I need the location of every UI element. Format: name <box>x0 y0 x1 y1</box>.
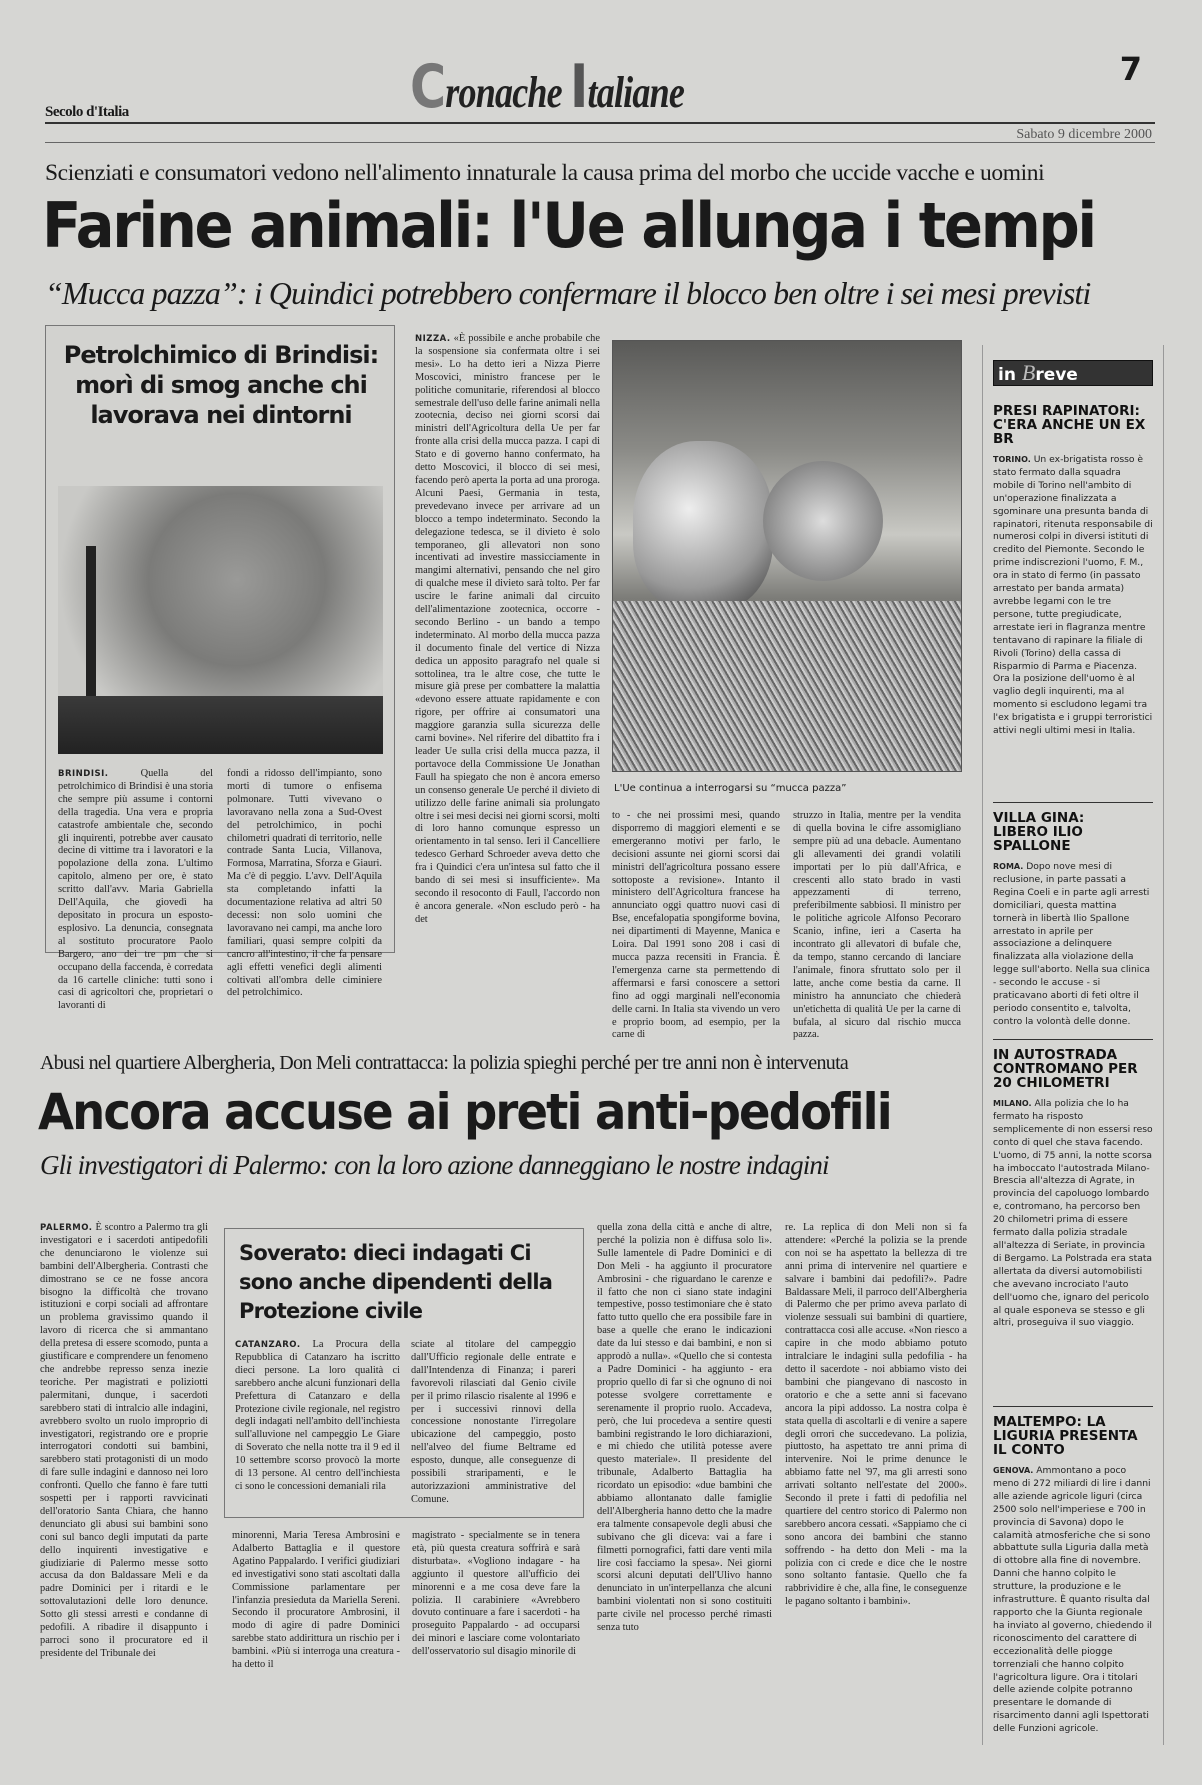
brief-item <box>993 811 1153 1031</box>
brief-item <box>993 1415 1153 1785</box>
brief-divider <box>993 802 1153 803</box>
photo-caption: L'Ue continua a interrogarsi su “mucca pazza” <box>614 783 847 794</box>
second-col-5: re. La replica di don Meli non si fa attendere: «Perché la polizia se la prende con noi se ha aspettato la bellezza di tre anni prima di intervenire nel quartiere e salvare i bambini dai pedofili?». Padre Baldassare Meli, il parroco dell'Albergheria di Palermo che per primo aveva parlato di violenze sessuali sui bambini di quartiere, contrattacca così alle accuse. «Non riesco a capire in che modo abbiamo potuto intralciare le indagini sulla pedofilia - ha detto il sacerdote - noi abbiamo visto dei bambini che piangevano di nascosto in oratorio e che a sette anni si facevano ancora la pipì addosso. La nostra colpa è stata quella di ascoltarli e di venire a sapere degli orrori che succedevano. La polizia, piuttosto, ha aspettato tre anni prima di intervenire. Noi le prime denunce le abbiamo fatte nel '97, ma gli arresti sono arrivati soltanto nell'estate del 2000». Secondo il prete i fatti di pedofilia nel quartiere del centro storico di Palermo non sarebbero ancora cessati. «Sappiamo che ci sono ancora dei bambini che stanno soffrendo - ha detto don Meli - ma la polizia con ci crede e dice che le nostre sono soltanto fantasie. Quello che fa rabbrividire è che, alla fine, le conseguenze le pagano soltanto i bambini». <box>785 1222 968 1608</box>
lead-col-2: to - che nei prossimi mesi, quando disporremo di maggiori elementi e se emergeranno motivi per farlo, le decisioni assunte nei giorni scorsi dai ministri dell'agricoltura possano essere sottoposte a revisione». Intanto il ministero dell'Agricoltura francese ha annunciato oggi quattro nuovi casi di Bse, encefalopatia spongiforme bovina, nei dipartimenti di Mayenne, Manica e Loira. Dal 1991 sono 208 i casi di mucca pazza recensiti in Francia. È l'emergenza carne sta permettendo di affermarsi e farsi conoscere a settori fino ad oggi marginali nell'economia delle carni. In Italia sta vivendo un vero e proprio boom, ad esempio, per la carne di <box>612 810 780 1041</box>
brief-text: ROMA. Dopo nove mesi di reclusione, in parte passati a Regina Coeli e in parte agli arresti domiciliari, questa mattina tornerà in libertà Ilio Spallone arrestato in aprile per associazione a delinquere finalizzata alla violazione della legge sull'aborto. Nella sua clinica - secondo le accuse - si praticavano aborti di feti oltre il periodo consentito e, talvolta, contro la volontà delle donne. <box>993 861 1150 1027</box>
masthead-rule-thin <box>45 142 1155 143</box>
brief-text: GENOVA. Ammontano a poco meno di 272 miliardi di lire i danni alle aziende agricole liguri (circa 2500 solo nell'imperiese e 700 in provincia di Savona) dopo le calamità atmosferiche che si sono abbattute sulla Liguria dalla metà di ottobre alla fine di novembre. Danni che hanno colpito le strutture, la produzione e le infrastrutture. È quanto risulta dal rapporto che la Giunta regionale ha inviato al governo, chiedendo il riconoscimento del carattere di eccezionalità delle piogge torrenziali che hanno colpito l'agricoltura ligure. Ora i titolari delle aziende colpite potranno presentare le domande di risarcimento danni agli Ispettorati delle Funzioni agricole. <box>993 1465 1152 1735</box>
brindisi-headline: Petrolchimico di Brindisi: morì di smog anche chi lavorava nei dintorni <box>63 341 379 429</box>
lead-col-3: struzzo in Italia, mentre per la vendita di quella bovina le cifre assomigliano sempre più ad una debacle. Aumentano gli allevamenti dei grandi volatili importati per lo più dall'Africa, e crescenti allo stato brado in vasti appezzamenti di terreno, preferibilmente sabbiosi. Il ministro per le politiche agricole Alfonso Pecoraro Scanio, infine, ieri a Caserta ha incontrato gli allevatori di bufale che, da tempo, stanno cercando di lanciare l'animale, finora sfruttato solo per il latte, anche come bestia da carne. Il ministro ha annunciato che chiederà un'etichetta di qualità Ue per la carne di bufala, al sicuro dal rischio mucca pazza. <box>793 810 961 1041</box>
second-headline: Ancora accuse ai preti anti-pedofili <box>38 1083 891 1141</box>
masthead <box>0 0 1202 150</box>
lead-col-1: NIZZA. «È possibile e anche probabile che la sospensione sia confermata oltre i sei mesi». Lo ha detto ieri a Nizza Pierre Moscovici, ministro francese per le politiche comunitarie, riferendosi al blocco semestrale dell'uso delle farine animali nella zootecnia, deciso nei giorni scorsi dai ministri dell'Agricoltura della Ue per far fronte alla crisi della mucca pazza. I capi di Stato e di governo hanno confermato, ha detto Moscovici, il blocco di sei mesi, facendo però aperta la porta ad una proroga. Alcuni Paesi, Germania in testa, prevedevano invece per arrivare ad un blocco a tempo indeterminato. Secondo la delegazione tedesca, se il divieto è solo temporaneo, gli allevatori non sono incentivati ad investire massicciamente in mangimi alternativi, pensando che nel giro di qualche mese il divieto sarà tolto. Per far uscire le farine animali dal circuito dell'alimentazione zootecnica, occorre - secondo Berlino - un bando a tempo indeterminato. Al morbo della mucca pazza il documento finale del vertice di Nizza dedica un apposito paragrafo nel quale si sottolinea, tra le altre cose, che tutte le misure già prese per combattere la malattia «devono essere attuate rapidamente e con rigore, per offrire ai consumatori una maggiore garanzia sulla sicurezza delle carni bovine». Nel riferire del dibattito fra i leader Ue sulla crisi della mucca pazza, il portavoce della Commissione Ue Jonathan Faull ha spiegato che non è ancora emerso un consenso generale Ue perché il divieto di utilizzo delle farine animali sia prolungato oltre i sei mesi decisi nei giorni scorsi, molti di loro hanno comunque espresso un orientamento in tal senso. Ieri il Cancelliere tedesco Gerhard Schroeder aveva detto che fra i Quindici c'era un'intesa sul fatto che il bando di sei mesi si insufficiente». Ma secondo il resoconto di Faull, l'accordo non è ancora generale. «Non escludo però - ha det <box>415 333 600 925</box>
lead-headline: Farine animali: l'Ue allunga i tempi <box>42 189 1095 262</box>
cow-head-2 <box>763 461 883 581</box>
paper-name: Secolo d'Italia <box>45 104 129 120</box>
second-kicker: Abusi nel quartiere Albergheria, Don Meli contrattacca: la polizia spieghi perché per tre anni non è intervenuta <box>40 1052 849 1074</box>
brief-item <box>993 404 1153 794</box>
brief-title: VILLA GINA: LIBERO ILIO SPALLONE <box>993 810 1085 854</box>
soverato-headline: Soverato: dieci indagati Ci sono anche dipendenti della Protezione civile <box>239 1241 553 1323</box>
brief-title: IN AUTOSTRADA CONTROMANO PER 20 CHILOMETRI <box>993 1047 1138 1091</box>
hay <box>613 601 961 771</box>
second-col-3: magistrato - specialmente se in tenera età, più questa creatura soffrirà e sarà disturbata». «Vogliono indagare - ha aggiunto il questore all'ufficio dei minorenni e a me cosa deve fare la polizia. Il carabiniere «Avrebbero dovuto continuare a fare i sacerdoti - ha proseguito Pappalardo - ad occuparsi dei minori e lasciare come volontariato dell'osservatorio sul disagio minorile di <box>412 1530 580 1658</box>
brief-text: TORINO. Un ex-brigatista rosso è stato fermato dalla squadra mobile di Torino nell'ambito di un'operazione finalizzata a sgominare una presunta banda di rapinatori, ritenuta responsabile di numerosi colpi in diversi istituti di credito del Piemonte. Secondo le prime indiscrezioni l'uomo, F. M., ora in stato di fermo (in passato arrestato per banda armata) avrebbe legami con le tre persone, tutte pregiudicate, arrestate ieri in flagranza mentre tentavano di rapinare la filiale di Rivoli (Torino) della cassa di Risparmio di Parma e Piacenza. Ora la posizione dell'uomo è al vaglio degli inquirenti, ma al momento si escludono legami tra l'ex brigatista e i gruppi terroristici attivi negli ultimi mesi in Italia. <box>993 454 1153 737</box>
second-col-4: quella zona della città e anche di altre, perché la polizia non è diffusa solo lì». Sulle lamentele di Padre Dominici e di Don Meli - ha aggiunto il procuratore Ambrosini - che riguardano le carenze e il fatto che non ci siano state indagini tempestive, posso testimoniare che è stato fatto tutto quello che era possibile fare in base a quelle che erano le indicazioni date da lui stesso e dai bambini, e non si approdò a nulla». «Quello che si contesta a Padre Dominici - ha aggiunto - era proprio quello di far sì che ognuno di noi potesse svolgere correttamente e serenamente il proprio ruolo. Accadeva, però, che lui procedeva a sentire questi bambini registrando le loro dichiarazioni, e mi chiedo che utilità potesse avere questo materiale». Il presidente del tribunale, Adalberto Battaglia ha ricordato un episodio: «due bambini che abbiamo allontanato dalle famiglie dell'Albergheria hanno detto che la madre era talmente consapevole degli abusi che subivano che gli diceva: vai a fare i filmetti pornografici, fatti dare venti mila lire così facciamo la spesa». Nei giorni scorsi alcuni deputati dell'Ulivo hanno denunciato in un'interpellanza che alcuni bambini violentati non si sono costituiti parte civile nel processo perché rimasti senza tuto <box>597 1222 772 1634</box>
cows-photo <box>612 340 962 772</box>
second-subhead: Gli investigatori di Palermo: con la loro azione danneggiano le nostre indagini <box>40 1150 829 1180</box>
plant-silhouette <box>58 696 383 754</box>
section-title-cap-c: C <box>410 52 446 122</box>
brindisi-col-2: fondi a ridosso dell'impianto, sono morti di tumore o enfisema polmonare. Tutti vivevano o lavoravano nella zona a Sud-Ovest del petrolchimico, in pochi chilometri quadrati di territorio, nelle contrade Santa Lucia, Villanova, Formosa, Marratina, Sforza e Giauri. Ma c'è di peggio. L'avv. Dell'Aquila sta completando infatti la documentazione relativa ad altri 50 decessi: non solo uomini che lavoravano nei campi, ma anche loro familiari, quasi sempre colpiti da cancro all'intestino, il che fa pensare agli effetti venefici degli alimenti coltivati all'ombra delle ciminiere del petrolchimico. <box>227 768 382 999</box>
in-breve-logo: in Breve <box>993 360 1153 386</box>
brief-divider <box>993 1406 1153 1407</box>
page-number: 7 <box>1119 50 1142 88</box>
soverato-col-1: CATANZARO. La Procura della Repubblica di Catanzaro ha iscritto dieci persone. La loro qualità ci sarebbero anche alcuni funzionari della Prefettura di Catanzaro e della Protezione civile regionale, nel registro degli indagati nell'ambito dell'inchiesta sull'alluvione nel campeggio Le Giare di Soverato che nella notte tra il 9 ed il 10 settembre scorso provocò la morte di 13 persone. Al centro dell'inchiesta ci sono le concessioni demaniali rila <box>235 1339 400 1492</box>
brief-item <box>993 1048 1153 1398</box>
second-col-1: PALERMO. È scontro a Palermo tra gli investigatori e i sacerdoti antipedofili che denunciarono le violenze sui bambini dell'Albergheria. Contrasti che dimostrano se ce ne fosse ancora bisogno la difficoltà che trovano istituzioni e corpi sociali ad affrontare un problema gravissimo quando il lavoro di ricerca che si ammantano della pretesa di essere scomodo, punta a giustificare e comprendere un fenomeno che andrebbe represso senza inezie teoriche. Per magistrati e poliziotti palermitani, dunque, i sacerdoti sarebbero stati di intralcio alle indagini, avrebbero svolto un ruolo improprio di investigatori, registrando ore e proprie interrogatori condotti sui bambini, sarebbero stati protagonisti di un modo di fare sulle indagini e dannoso nei loro confronti. Quello che fanno è fare tutti sospetti per i rapporti ravvicinati dell'oratorio Santa Chiara, che hanno denunciato gli abusi sui bambini sono coni sul banco degli imputati da parte dello inquirenti investigative e giudiziarie di Palermo messe sotto accusa da don Baldassare Meli e da padre Dominici per i ritardi e le sottovalutazioni delle loro denunce. Sotto gli stessi arresti e condanne di pedofili. A ribadire il disappunto i parroci sono il procuratore ed il presidente del Tribunale dei <box>40 1222 208 1659</box>
section-title-cap-i: I <box>570 52 588 122</box>
brief-divider <box>993 1039 1153 1040</box>
brindisi-col-1: BRINDISI. Quella del petrolchimico di Brindisi è una storia che sempre più assume i contorni della tragedia. Una vera e propria catastrofe ambientale che, secondo gli inquirenti, potrebbe aver causato decine di vittime tra i lavoratori e la popolazione della zona. L'ultimo capitolo, almeno per ore, è stato scritto dall'avv. Maria Gabriella Dell'Aquila, che giovedì ha depositato in procura un esposto-esplosivo. La denuncia, consegnata al sostituto procuratore Paolo Bargero, ano dei tre pm che si occupano della faccenda, è corredata da 16 cartelle cliniche: tutti sono i casi di agricoltori che, proprietari o lavoranti di <box>58 768 213 1012</box>
cow-head <box>633 441 773 611</box>
masthead-rule <box>45 122 1155 124</box>
brief-title: MALTEMPO: LA LIGURIA PRESENTA IL CONTO <box>993 1414 1138 1458</box>
brindisi-box <box>45 325 395 1012</box>
soverato-box <box>224 1228 584 1518</box>
in-breve-column <box>982 345 1164 1745</box>
soverato-col-2: sciate al titolare del campeggio dall'Ufficio regionale delle entrate e dall'Intendenza di Finanza; i pareri favorevoli rilasciati dal Genio civile per il primo rilascio risalente al 1996 e per i successivi rinnovi della concessione nonostante l'irregolare ubicazione del campeggio, posto nell'alveo del fiume Beltrame ed esposto, dunque, alle conseguenze di possibili straripamenti, e le autorizzazioni amministrative del Comune. <box>411 1339 576 1505</box>
brief-text: MILANO. Alla polizia che lo ha fermato ha risposto semplicemente di non essersi reso conto di quel che stava facendo. L'uomo, di 75 anni, la notte scorsa ha imboccato l'autostrada Milano-Brescia all'altezza di Agrate, in provincia del capoluogo lombardo e, contromano, ha percorso ben 20 chilometri prima di essere fermato dalla polizia stradale all'altezza di Seriate, in provincia di Bergamo. La Polstrada era stata allertata da diversi automobilisti che avevano incrociato l'auto dell'uomo che, ignaro del pericolo al quale esponeva se stesso e gli altri, proseguiva il suo viaggio. <box>993 1098 1153 1329</box>
issue-date: Sabato 9 dicembre 2000 <box>1016 127 1152 142</box>
lead-subhead: “Mucca pazza”: i Quindici potrebbero confermare il blocco ben oltre i sei mesi previsti <box>45 275 1091 311</box>
lead-kicker: Scienziati e consumatori vedono nell'alimento innaturale la causa prima del morbo che uccide vacche e uomini <box>45 160 1045 186</box>
second-col-2: minorenni, Maria Teresa Ambrosini e Adalberto Battaglia e il questore Agatino Pappalardo. I verifici giudiziari ed investigativi sono stati ascoltati dalla Commissione parlamentare per l'infanzia presieduta da Mariella Sereni. Secondo il procuratore Ambrosini, il modo di agire di padre Dominici sarebbe stato addirittura un rischio per i bambini. «Più si interroga una creatura - ha detto il <box>232 1530 400 1671</box>
section-title: Cronache Italiane <box>410 52 685 122</box>
brief-title: PRESI RAPINATORI: C'ERA ANCHE UN EX BR <box>993 403 1146 447</box>
